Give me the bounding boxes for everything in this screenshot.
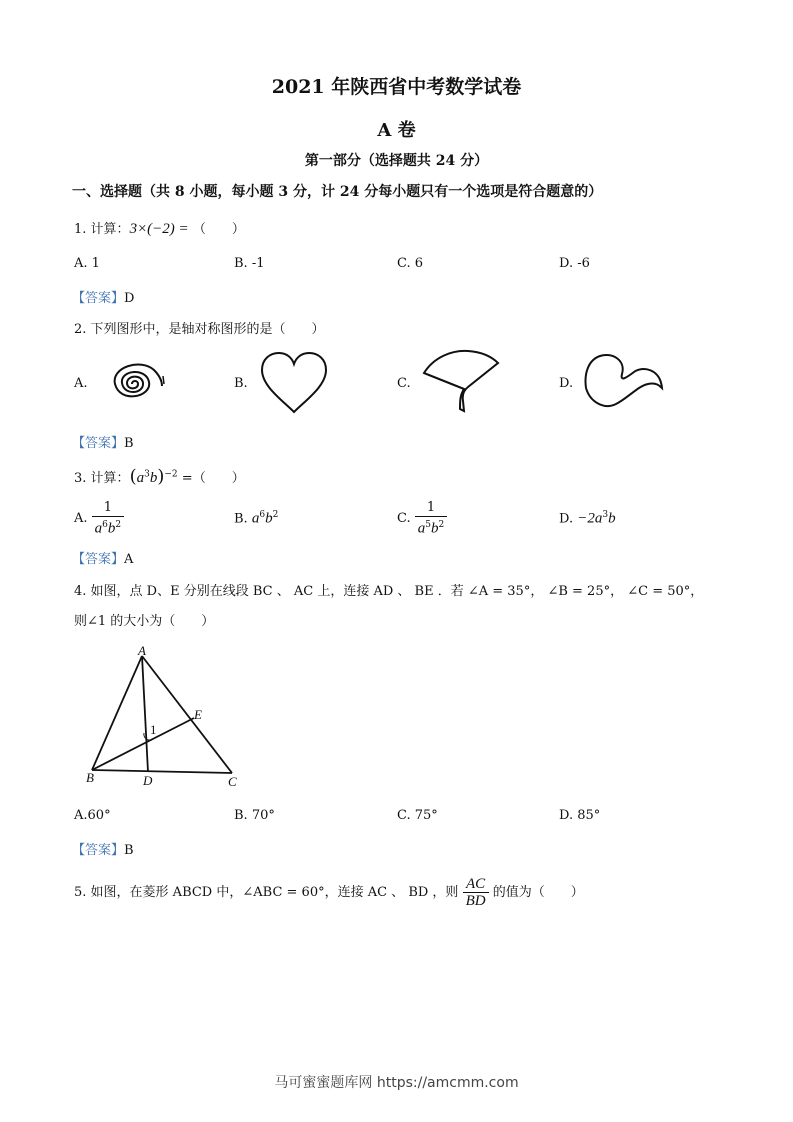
question-stem: 下列图形中，是轴对称图形的是（ ）: [90, 322, 325, 337]
fan-icon: [420, 347, 502, 417]
question-4-line2: 则∠1 的大小为（ ）: [74, 614, 215, 629]
label-c: C: [228, 774, 237, 789]
option-c: C. 75°: [397, 808, 438, 823]
option-c: C. $\frac{1}{a^5b^2}$: [397, 500, 447, 537]
label-e: E: [194, 707, 202, 722]
option-b: B. $a^6b^2$: [234, 510, 279, 527]
question-stem: 计算：: [90, 222, 130, 237]
question-number: 3.: [74, 471, 87, 486]
option-b: B.: [234, 376, 248, 391]
label-a: A: [138, 643, 146, 658]
option-d: D. 85°: [559, 808, 601, 823]
spiral-icon: [96, 350, 170, 416]
option-d: D. -6: [559, 256, 590, 271]
page-title: 2021 年陕西省中考数学试卷: [271, 76, 522, 98]
option-d: D. $-2a^3b$: [559, 510, 616, 527]
footer-watermark: 马可蜜蜜题库网 https://amcmm.com: [274, 1075, 519, 1091]
question-stem: 计算：: [90, 471, 130, 486]
option-c: C. 6: [397, 256, 424, 271]
label-b: B: [86, 770, 94, 785]
option-c: C.: [397, 376, 411, 391]
wave-curl-icon: [582, 350, 666, 412]
question-1: [74, 218, 245, 238]
answer-2: 【答案】B: [72, 436, 134, 451]
fraction: $\frac{1}{a^5b^2}$: [415, 500, 447, 537]
option-a: A.: [74, 376, 88, 391]
option-b: B. 70°: [234, 808, 275, 823]
math-expression: 3×(−2) =: [129, 221, 189, 237]
question-stem: 如图，在菱形 ABCD 中，∠ABC = 60°，连接 AC 、 BD ，则: [90, 885, 459, 900]
question-number: 4.: [74, 584, 87, 599]
option-d: D.: [559, 376, 574, 391]
option-a: A. $\frac{1}{a^6b^2}$: [74, 500, 124, 537]
answer-3: 【答案】A: [72, 552, 134, 567]
question-number: 5.: [74, 885, 87, 900]
label-d: D: [143, 773, 153, 788]
heart-icon: [258, 350, 330, 416]
triangle-figure: [80, 640, 250, 792]
answer-4: 【答案】B: [72, 843, 134, 858]
section-heading: 一、选择题（共 8 小题，每小题 3 分，计 24 分每小题只有一个选项是符合题意的）: [72, 184, 603, 200]
question-stem: 如图，点 D、E 分别在线段 BC 、 AC 上，连接 AD 、 BE ．若 ∠A = 35°， ∠B = 25°， ∠C = 50°，: [90, 584, 704, 599]
answer-1: 【答案】D: [72, 291, 135, 306]
option-a: A. 1: [74, 256, 100, 271]
answer-paren: （ ）: [192, 471, 245, 486]
question-number: 2.: [74, 322, 87, 337]
question-4: [74, 580, 703, 599]
question-number: 1.: [74, 222, 87, 237]
question-5: 5. 如图，在菱形 ABCD 中，∠ABC = 60°，连接 AC 、 BD ，则 $\frac{AC}{BD}$ 的值为（ ）: [74, 876, 584, 909]
option-a: A.60°: [74, 808, 111, 823]
answer-paren: （ ）: [192, 222, 245, 237]
part-heading: 第一部分（选择题共 24 分）: [304, 153, 489, 169]
question-2: [74, 318, 325, 337]
fraction: $\frac{AC}{BD}$: [463, 876, 489, 909]
label-angle-1: 1: [150, 722, 157, 737]
fraction: $\frac{1}{a^6b^2}$: [92, 500, 124, 537]
question-3: 3. 计算：$(a^3b)^{-2}$ =（ ）: [74, 466, 245, 487]
option-b: B. -1: [234, 256, 265, 271]
paper-subtitle: A 卷: [377, 120, 416, 141]
